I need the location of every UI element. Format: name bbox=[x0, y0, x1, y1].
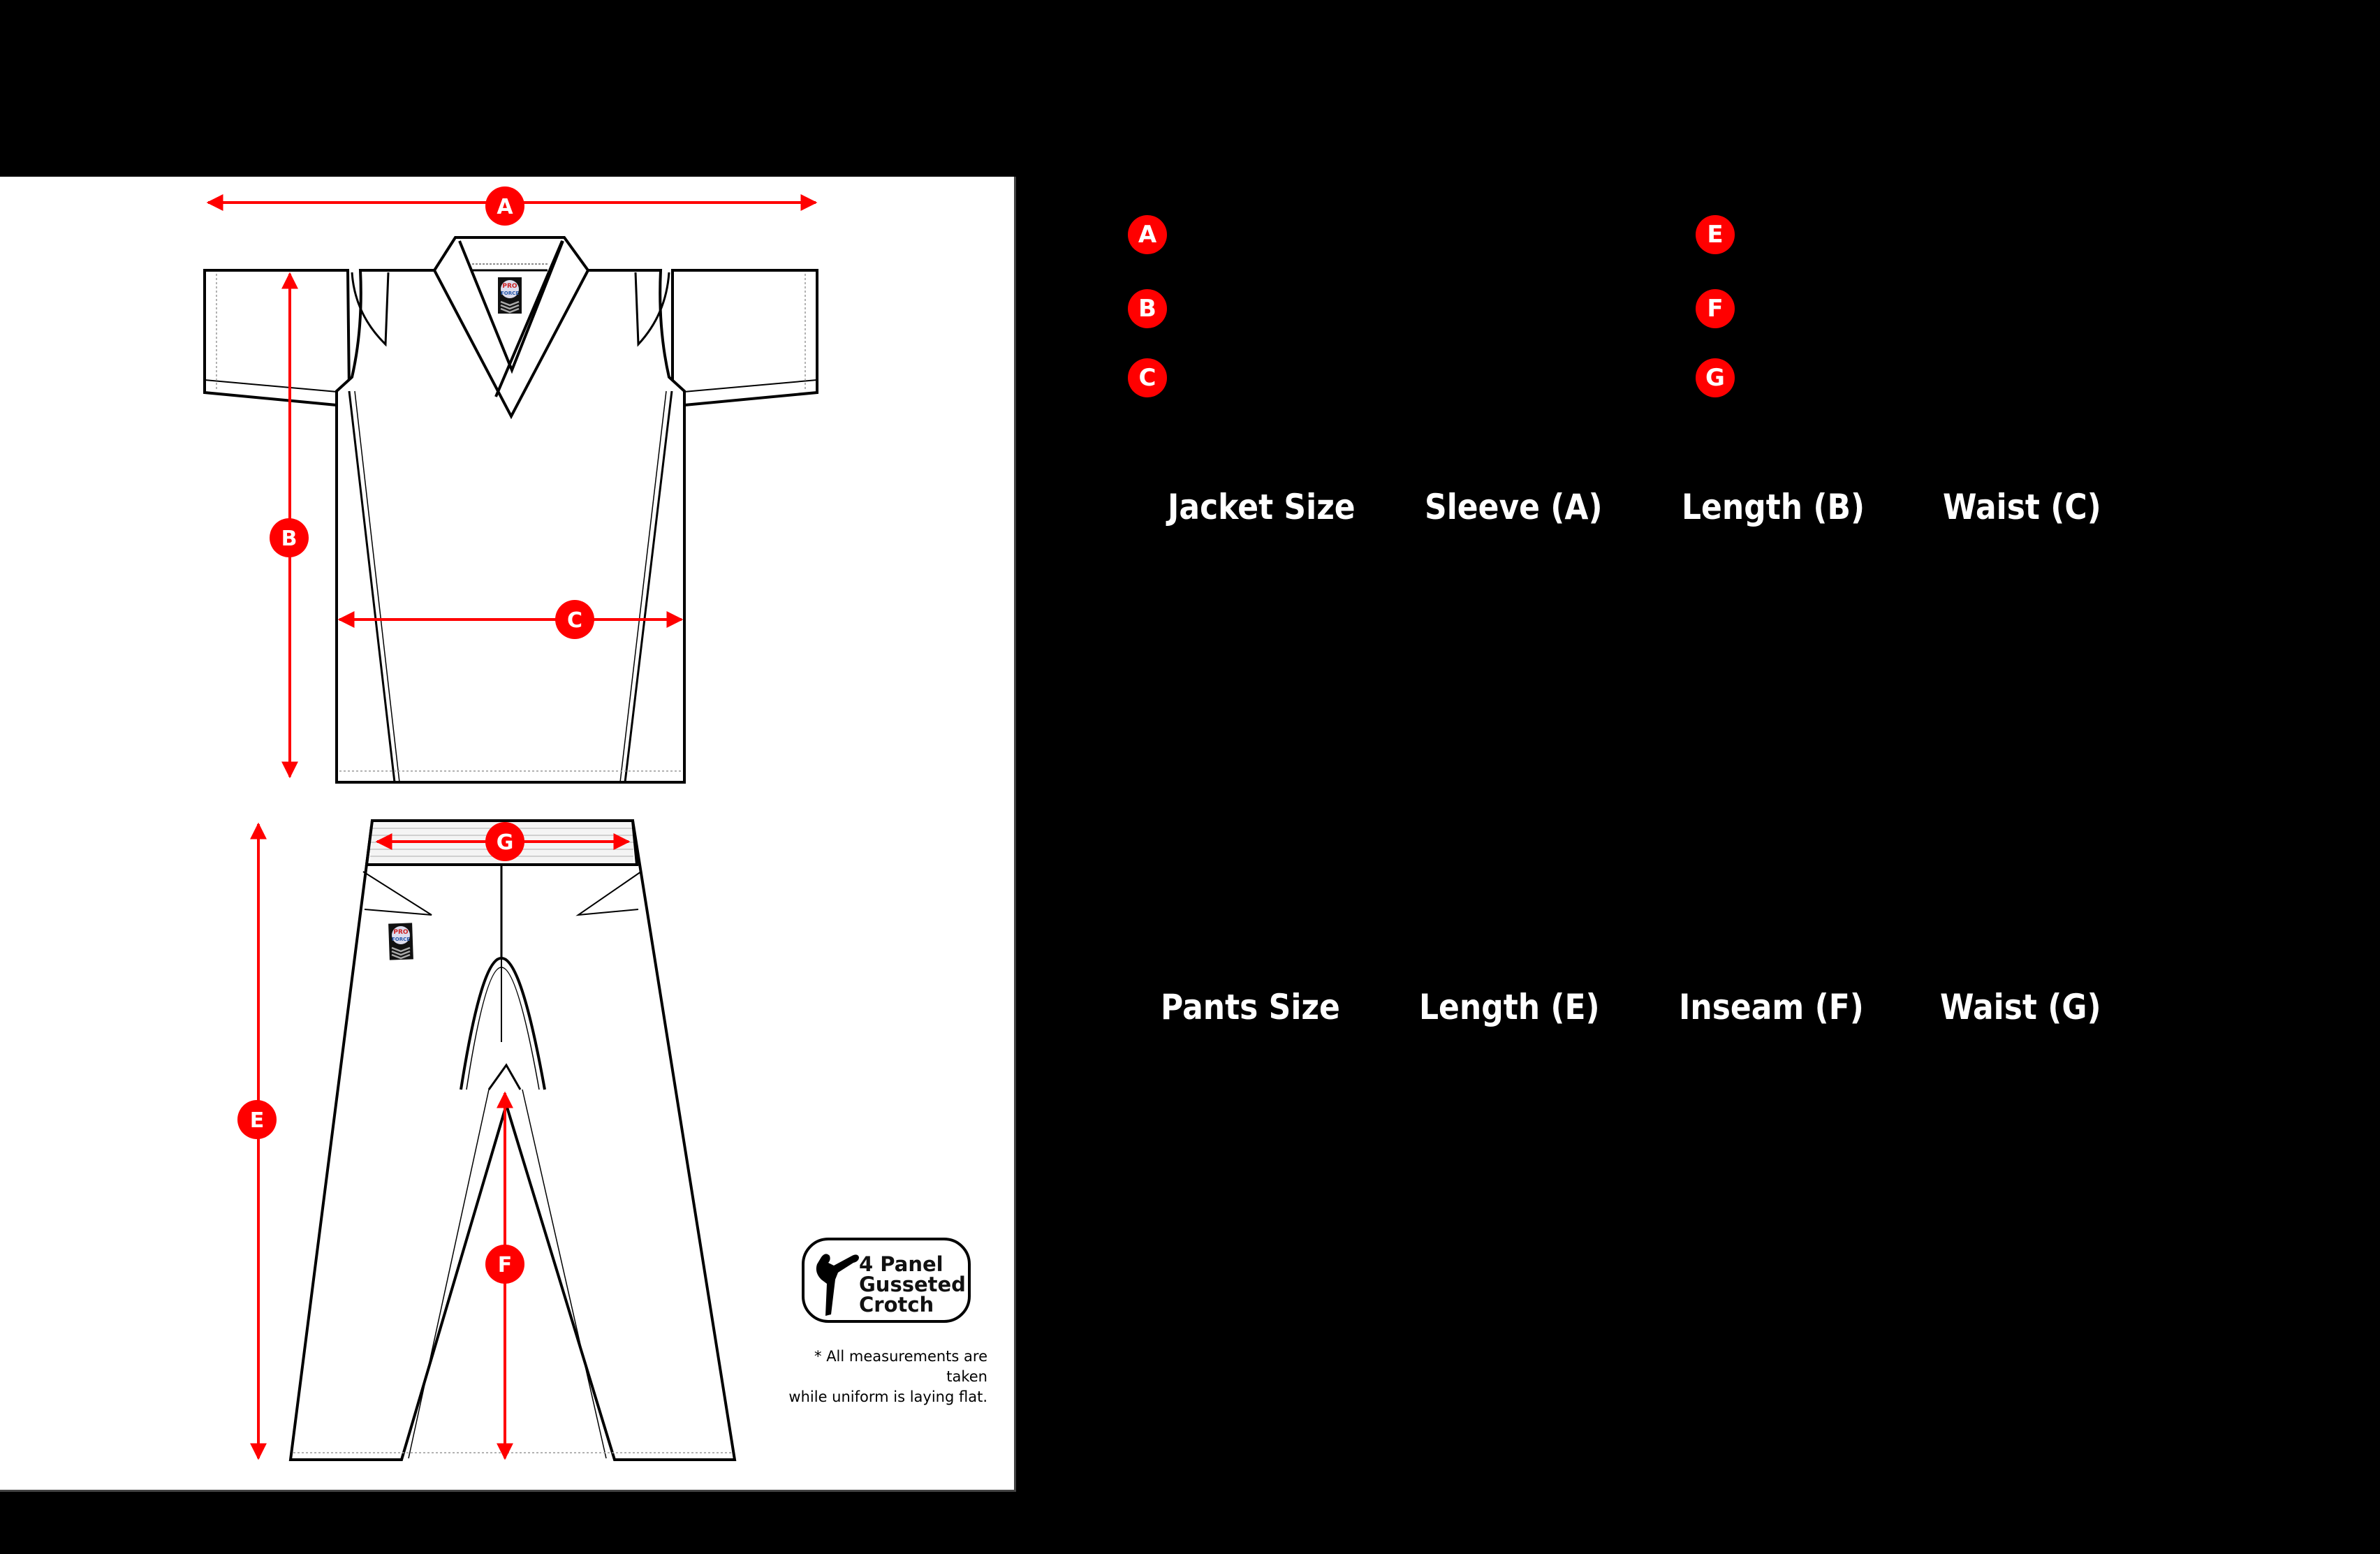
legend-badge-b: B bbox=[1128, 289, 1167, 328]
marker-f bbox=[485, 1245, 524, 1284]
pants-header-waist: Waist (G) bbox=[1940, 987, 2101, 1027]
svg-text:PRO: PRO bbox=[393, 929, 409, 936]
pants-header-length: Length (E) bbox=[1419, 987, 1600, 1027]
marker-c bbox=[555, 600, 594, 639]
svg-text:C: C bbox=[566, 608, 583, 633]
svg-text:PRO: PRO bbox=[502, 283, 517, 290]
jacket-header-size: Jacket Size bbox=[1168, 487, 1356, 527]
legend-badge-f: F bbox=[1696, 289, 1735, 328]
pants-header-inseam: Inseam (F) bbox=[1679, 987, 1864, 1027]
svg-text:F: F bbox=[497, 1253, 513, 1277]
marker-g bbox=[485, 822, 524, 861]
karate-kick-silhouette-icon bbox=[809, 1243, 865, 1320]
jacket-header-waist: Waist (C) bbox=[1943, 487, 2101, 527]
legend-badge-g: G bbox=[1696, 358, 1735, 397]
pants-drawing bbox=[291, 821, 735, 1460]
legend-badge-a: A bbox=[1128, 215, 1167, 254]
svg-text:A: A bbox=[497, 195, 513, 219]
crotch-line-2: Gusseted bbox=[859, 1273, 966, 1296]
jacket-drawing bbox=[205, 237, 817, 782]
svg-text:FORCE: FORCE bbox=[391, 937, 411, 942]
svg-text:FORCE: FORCE bbox=[500, 291, 520, 296]
pants-header-size: Pants Size bbox=[1161, 987, 1340, 1027]
pro-force-patch-icon bbox=[498, 277, 522, 314]
legend-badge-c: C bbox=[1128, 358, 1167, 397]
marker-b bbox=[270, 518, 309, 557]
marker-a bbox=[485, 186, 524, 226]
note-line-1: * All measurements are taken bbox=[814, 1348, 987, 1385]
jacket-header-length: Length (B) bbox=[1682, 487, 1865, 527]
marker-e bbox=[237, 1100, 277, 1139]
pants-table-body bbox=[1145, 1055, 2193, 1474]
jacket-table-body bbox=[1145, 552, 2193, 943]
svg-text:G: G bbox=[496, 830, 514, 855]
crotch-badge-text bbox=[859, 1254, 966, 1315]
crotch-line-1: 4 Panel bbox=[859, 1252, 943, 1276]
legend-badge-e: E bbox=[1696, 215, 1735, 254]
gusseted-crotch-badge bbox=[802, 1238, 971, 1323]
note-line-2: while uniform is laying flat. bbox=[788, 1388, 987, 1405]
measurement-note bbox=[778, 1347, 987, 1407]
crotch-line-3: Crotch bbox=[859, 1293, 934, 1317]
jacket-header-sleeve: Sleeve (A) bbox=[1425, 487, 1603, 527]
svg-text:E: E bbox=[249, 1108, 265, 1133]
pro-force-patch-icon bbox=[388, 923, 413, 960]
svg-text:B: B bbox=[281, 527, 298, 551]
